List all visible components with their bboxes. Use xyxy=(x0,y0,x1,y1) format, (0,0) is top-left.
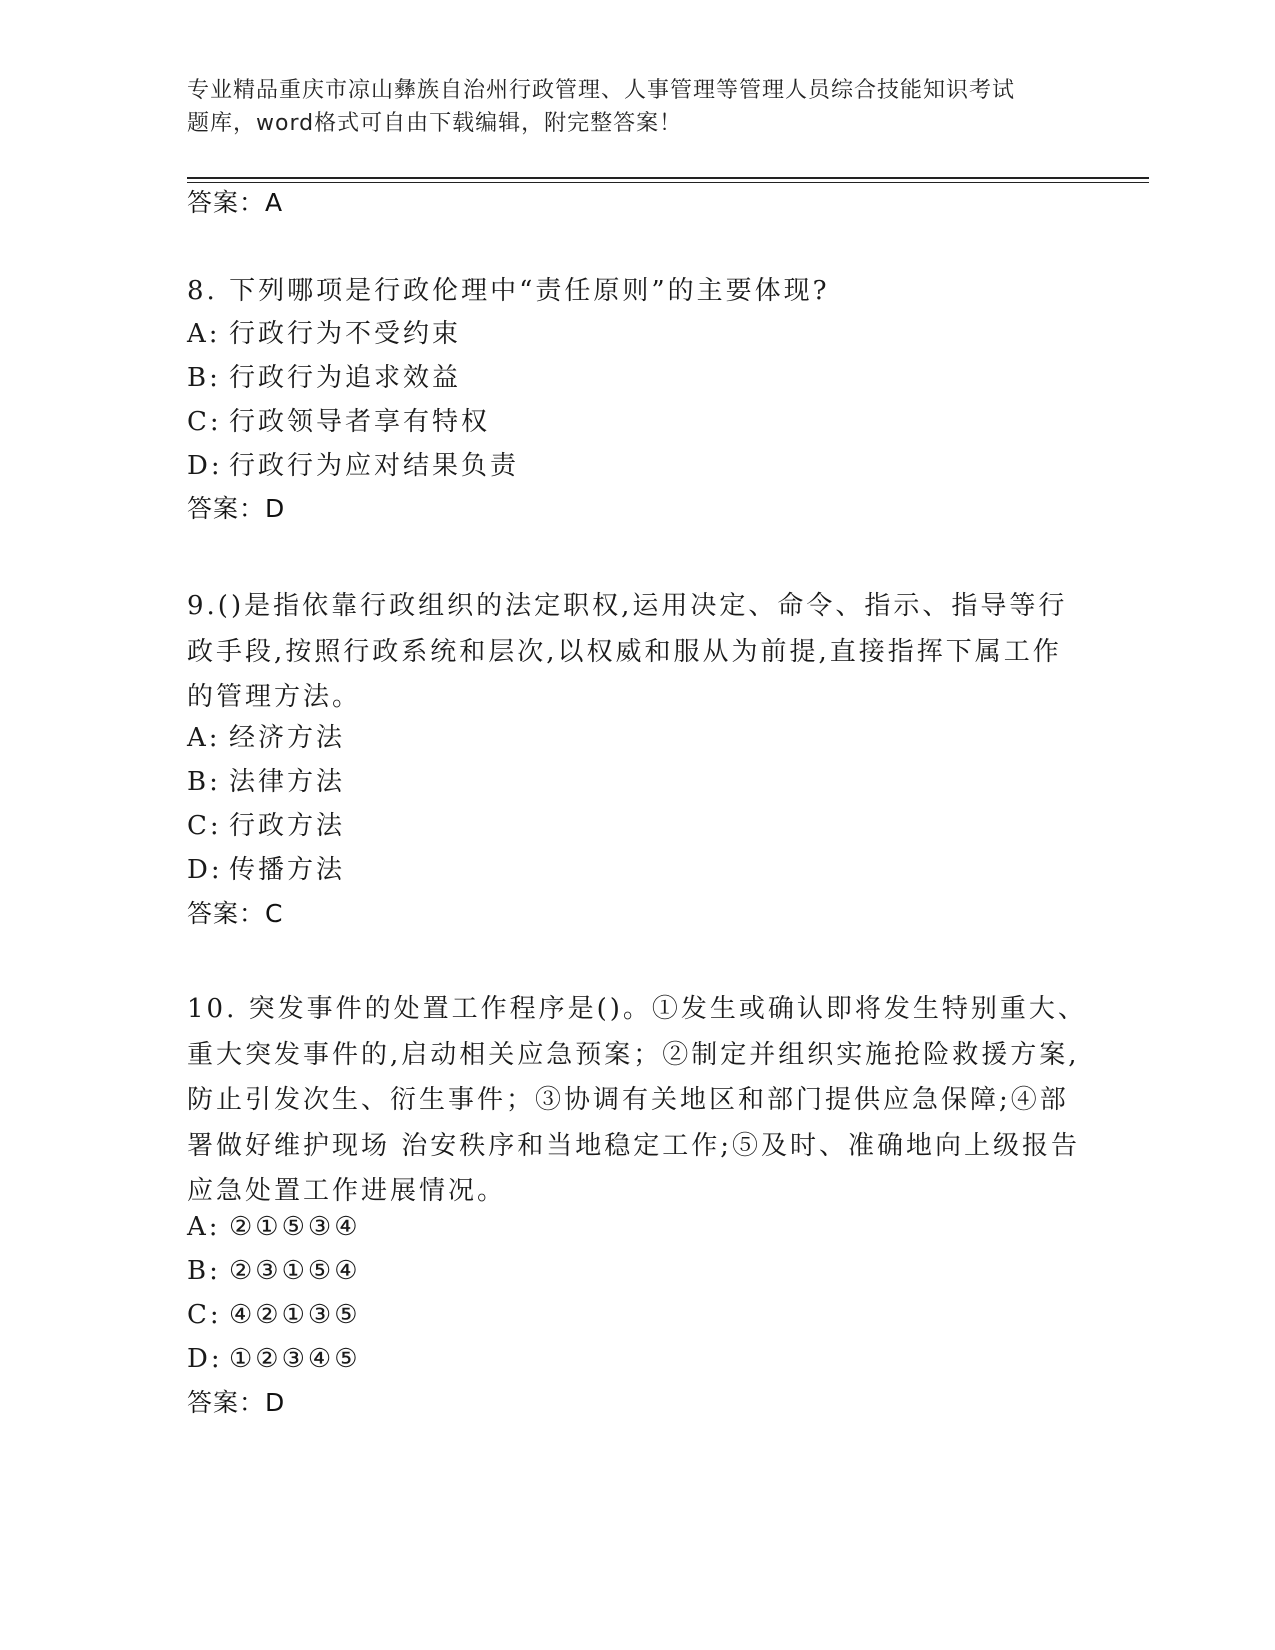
option-text: 行政行为追求效益 xyxy=(229,363,462,393)
option-letter: D: xyxy=(187,451,223,481)
option-letter: D: xyxy=(187,1344,223,1374)
option-letter: B: xyxy=(187,1256,221,1286)
question-10-option-a xyxy=(187,1210,361,1244)
option-letter: A: xyxy=(187,319,221,349)
option-letter: A: xyxy=(187,723,221,753)
previous-answer: 答案：A xyxy=(187,188,284,217)
option-text: 经济方法 xyxy=(229,723,346,753)
option-letter: A: xyxy=(187,1212,221,1242)
question-10-text: 10. 突发事件的处置工作程序是()。①发生或确认即将发生特别重大、重大突发事件的,启动相关应急预案；②制定并组织实施抢险救援方案,防止引发次生、衍生事件；③协调有关地区和部门提供应急保障;④部署做好维护现场 治安秩序和当地稳定工作;⑤及时、准确地向上级报告应急处置工作进展情况。 xyxy=(187,994,1087,1206)
question-9-option-d xyxy=(187,853,345,887)
option-letter: D: xyxy=(187,855,223,885)
question-10-option-d xyxy=(187,1342,361,1376)
option-letter: B: xyxy=(187,363,221,393)
option-letter: C: xyxy=(187,1300,222,1330)
header-divider-thick xyxy=(187,177,1149,179)
question-8-option-a xyxy=(187,317,461,351)
option-text: ④②①③⑤ xyxy=(229,1300,361,1330)
question-10-answer: 答案：D xyxy=(187,1388,286,1417)
question-8-option-c xyxy=(187,405,490,439)
option-text: 传播方法 xyxy=(229,855,346,885)
question-9-option-a xyxy=(187,721,345,755)
option-text: 法律方法 xyxy=(229,767,346,797)
question-9-answer: 答案：C xyxy=(187,899,284,928)
option-letter: C: xyxy=(187,811,222,841)
header-line-2: 题库，word格式可自由下载编辑，附完整答案！ xyxy=(187,111,683,136)
question-9-text: 9.()是指依靠行政组织的法定职权,运用决定、命令、指示、指导等行政手段,按照行政系统和层次,以权威和服从为前提,直接指挥下属工作的管理方法。 xyxy=(187,591,1068,712)
question-8-option-d xyxy=(187,449,519,483)
document-header xyxy=(187,74,1087,140)
option-letter: B: xyxy=(187,767,221,797)
option-text: ②③①⑤④ xyxy=(229,1256,361,1286)
option-text: ②①⑤③④ xyxy=(229,1212,361,1242)
option-text: 行政行为应对结果负责 xyxy=(229,451,520,481)
question-8-text: 8. 下列哪项是行政伦理中“责任原则”的主要体现? xyxy=(187,276,830,306)
option-text: 行政领导者享有特权 xyxy=(229,407,491,437)
question-8-option-b xyxy=(187,361,461,395)
header-divider-thin xyxy=(187,182,1149,183)
question-8-answer: 答案：D xyxy=(187,494,286,523)
option-text: ①②③④⑤ xyxy=(229,1344,361,1374)
option-text: 行政方法 xyxy=(229,811,346,841)
option-letter: C: xyxy=(187,407,222,437)
header-line-1: 专业精品重庆市凉山彝族自治州行政管理、人事管理等管理人员综合技能知识考试 xyxy=(187,78,1016,103)
question-10-option-c xyxy=(187,1298,361,1332)
option-text: 行政行为不受约束 xyxy=(229,319,462,349)
question-9-option-b xyxy=(187,765,345,799)
question-9-option-c xyxy=(187,809,345,843)
question-10-option-b xyxy=(187,1254,361,1288)
